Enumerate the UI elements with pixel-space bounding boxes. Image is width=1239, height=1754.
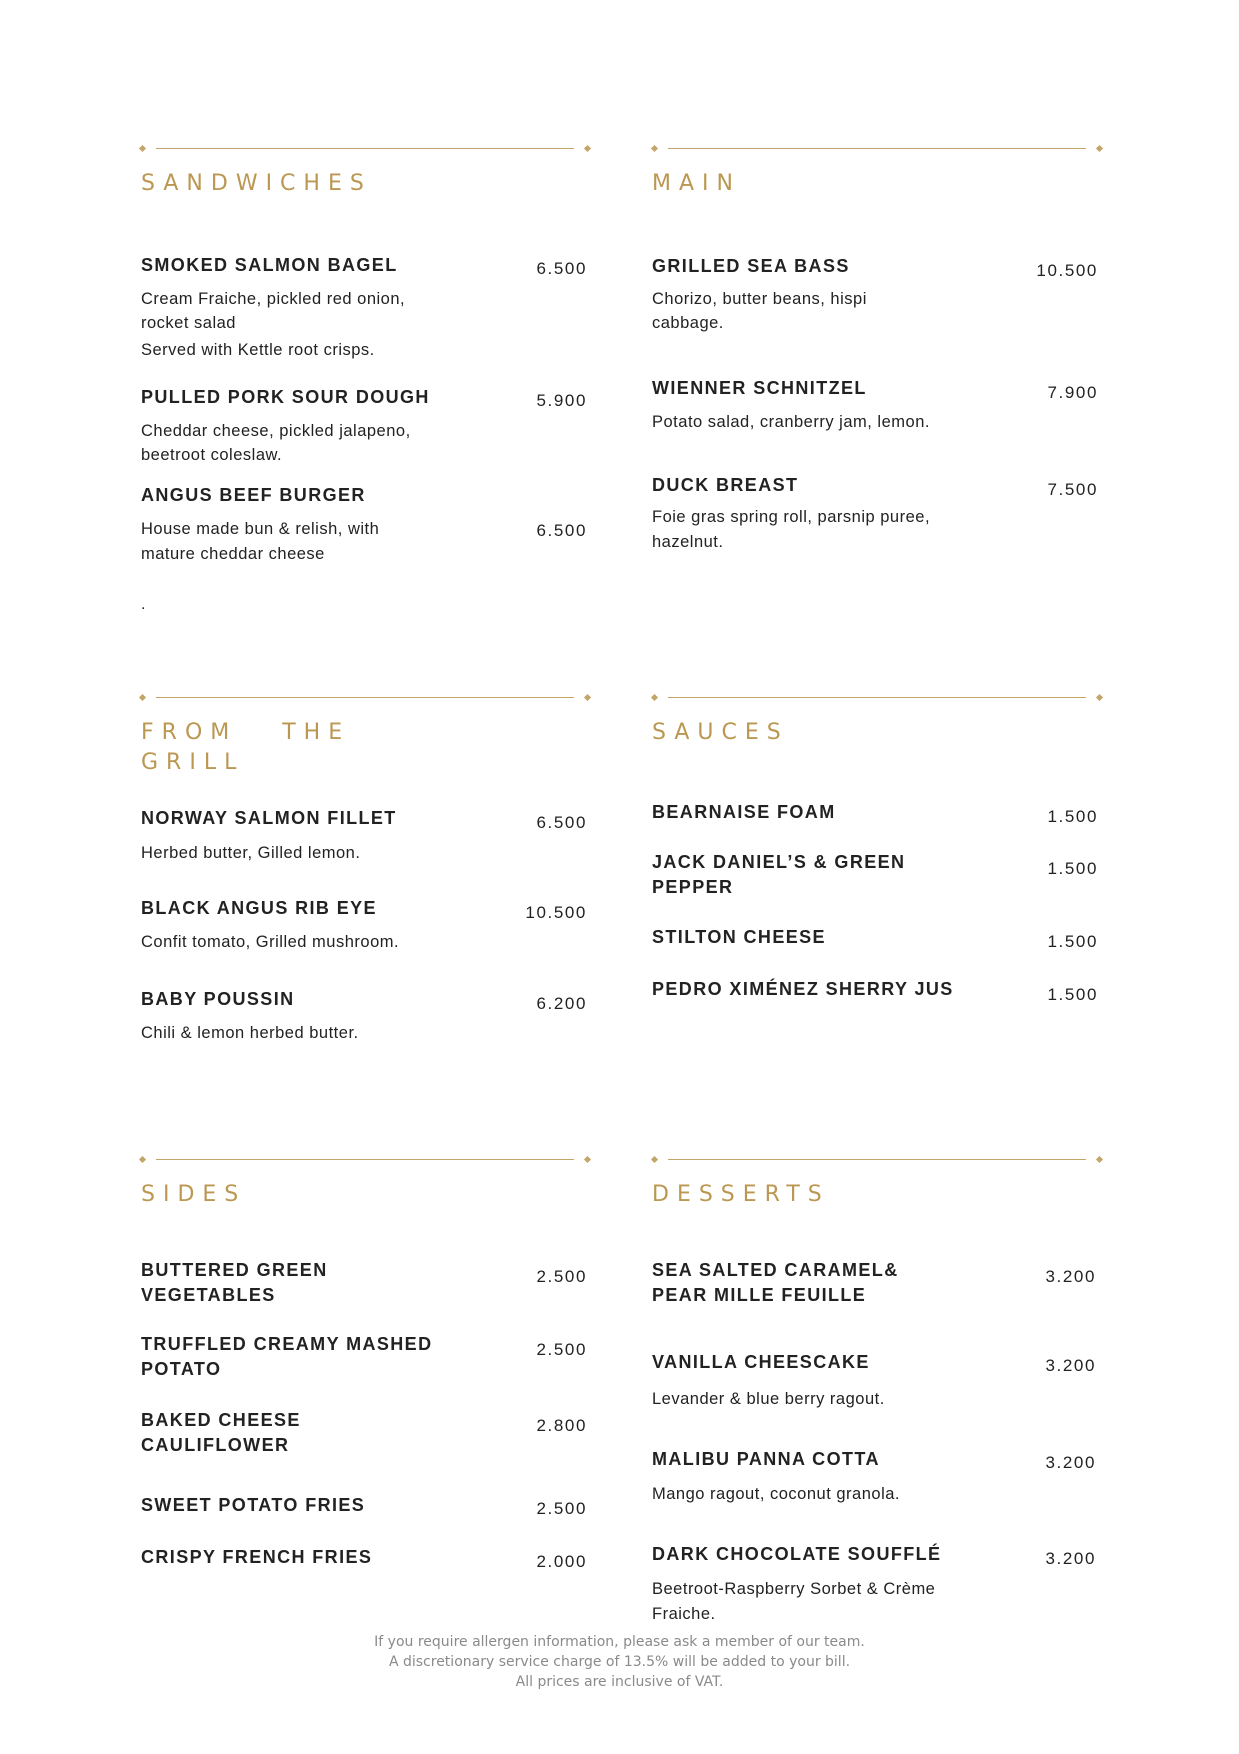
menu-item-price: 2.000 [536, 1552, 587, 1571]
menu-item-description: Cream Fraiche, pickled red onion, [141, 290, 406, 308]
menu-item-description: Mango ragout, coconut granola. [652, 1485, 900, 1503]
menu-item-price: 6.500 [536, 259, 587, 278]
menu-item-price: 2.800 [536, 1416, 587, 1435]
section-title-desserts: DESSERTS [652, 1182, 830, 1207]
menu-item-name: BUTTERED GREEN [141, 1260, 328, 1280]
menu-item-price: 1.500 [1047, 807, 1098, 826]
menu-item-name: STILTON CHEESE [652, 927, 826, 947]
menu-item-price: 2.500 [536, 1499, 587, 1518]
section-title-grill: FROM THE [141, 720, 351, 745]
divider-desserts [652, 1156, 1102, 1164]
divider-sauces [652, 694, 1102, 702]
menu-item-name: ANGUS BEEF BURGER [141, 485, 366, 505]
section-title-sandwiches: SANDWICHES [141, 171, 372, 196]
menu-item-description: Potato salad, cranberry jam, lemon. [652, 413, 930, 431]
menu-item-price: 5.900 [536, 391, 587, 410]
menu-item-name: GRILLED SEA BASS [652, 256, 850, 276]
divider-sides [140, 1156, 590, 1164]
menu-item-price: 6.200 [536, 994, 587, 1013]
menu-item-name: PEAR MILLE FEUILLE [652, 1285, 867, 1305]
menu-item-price: 1.500 [1047, 932, 1098, 951]
section-title-sides: SIDES [141, 1182, 247, 1207]
menu-item-price: 7.500 [1047, 480, 1098, 499]
menu-item-price: 6.500 [536, 521, 587, 540]
menu-item-description: House made bun & relish, with [141, 520, 380, 538]
footer-service-charge-line: A discretionary service charge of 13.5% will be added to your bill. [388, 1654, 851, 1670]
menu-item-name: DARK CHOCOLATE SOUFFLÉ [652, 1544, 942, 1564]
footer-allergen-line: If you require allergen information, please ask a member of our team. [374, 1634, 865, 1650]
menu-item-price: 2.500 [536, 1340, 587, 1359]
menu-item-name: MALIBU PANNA COTTA [652, 1449, 880, 1469]
menu-item-name: JACK DANIEL’S & GREEN [652, 852, 906, 872]
menu-item-price: 1.500 [1047, 985, 1098, 1004]
menu-item-price: 3.200 [1045, 1356, 1096, 1375]
menu-item-price: 1.500 [1047, 859, 1098, 878]
menu-item-price: 3.200 [1045, 1549, 1096, 1568]
menu-item-name: SMOKED SALMON BAGEL [141, 255, 398, 275]
menu-item-description: Chili & lemon herbed butter. [141, 1024, 359, 1042]
menu-item-name: NORWAY SALMON FILLET [141, 808, 397, 828]
menu-item-name: BEARNAISE FOAM [652, 802, 836, 822]
menu-item-name: VEGETABLES [141, 1285, 276, 1305]
menu-item-description: beetroot coleslaw. [141, 446, 283, 464]
divider-main [652, 145, 1102, 153]
menu-item-name: PEDRO XIMÉNEZ SHERRY JUS [652, 979, 954, 999]
menu-item-price: 10.500 [525, 903, 587, 922]
menu-item-description: mature cheddar cheese [141, 545, 325, 563]
menu-item-description: cabbage. [652, 314, 724, 332]
section-title-sauces: SAUCES [652, 720, 789, 745]
menu-item-name: BAKED CHEESE [141, 1410, 301, 1430]
menu-item-description: Beetroot-Raspberry Sorbet & Crème [652, 1580, 936, 1598]
menu-item-description: rocket salad [141, 314, 236, 332]
menu-item-name: TRUFFLED CREAMY MASHED [141, 1334, 433, 1354]
menu-item-name: BLACK ANGUS RIB EYE [141, 898, 377, 918]
menu-item-price: 2.500 [536, 1267, 587, 1286]
menu-item-description: Levander & blue berry ragout. [652, 1390, 885, 1408]
menu-item-name: CRISPY FRENCH FRIES [141, 1547, 373, 1567]
menu-item-name: DUCK BREAST [652, 475, 799, 495]
menu-item-price: 10.500 [1036, 261, 1098, 280]
menu-item-name: POTATO [141, 1359, 222, 1379]
menu-item-description: Confit tomato, Grilled mushroom. [141, 933, 400, 951]
menu-item-name: PULLED PORK SOUR DOUGH [141, 387, 430, 407]
footer-vat-line: All prices are inclusive of VAT. [515, 1674, 724, 1690]
menu-item-description: Fraiche. [652, 1605, 716, 1623]
menu-item-price: 7.900 [1047, 383, 1098, 402]
menu-item-name: SEA SALTED CARAMEL& [652, 1260, 899, 1280]
divider-grill [140, 694, 590, 702]
menu-item-name: WIENNER SCHNITZEL [652, 378, 867, 398]
stray-period: . [141, 596, 146, 613]
menu-item-name: BABY POUSSIN [141, 989, 295, 1009]
menu-item-price: 3.200 [1045, 1267, 1096, 1286]
menu-item-price: 6.500 [536, 813, 587, 832]
menu-item-price: 3.200 [1045, 1453, 1096, 1472]
section-title-grill-line2: GRILL [141, 750, 245, 775]
menu-item-description: Herbed butter, Gilled lemon. [141, 844, 361, 862]
menu-item-description: Chorizo, butter beans, hispi [652, 290, 867, 308]
menu-item-name: CAULIFLOWER [141, 1435, 290, 1455]
divider-sandwiches [140, 145, 590, 153]
menu-item-description: Cheddar cheese, pickled jalapeno, [141, 422, 411, 440]
footer-notice [0, 1632, 1239, 1692]
menu-item-description: Served with Kettle root crisps. [141, 341, 375, 359]
section-title-main: MAIN [652, 171, 741, 196]
menu-item-description: Foie gras spring roll, parsnip puree, [652, 508, 931, 526]
menu-item-name: PEPPER [652, 877, 734, 897]
menu-item-name: VANILLA CHEESCAKE [652, 1352, 870, 1372]
menu-item-name: SWEET POTATO FRIES [141, 1495, 366, 1515]
menu-item-description: hazelnut. [652, 533, 724, 551]
